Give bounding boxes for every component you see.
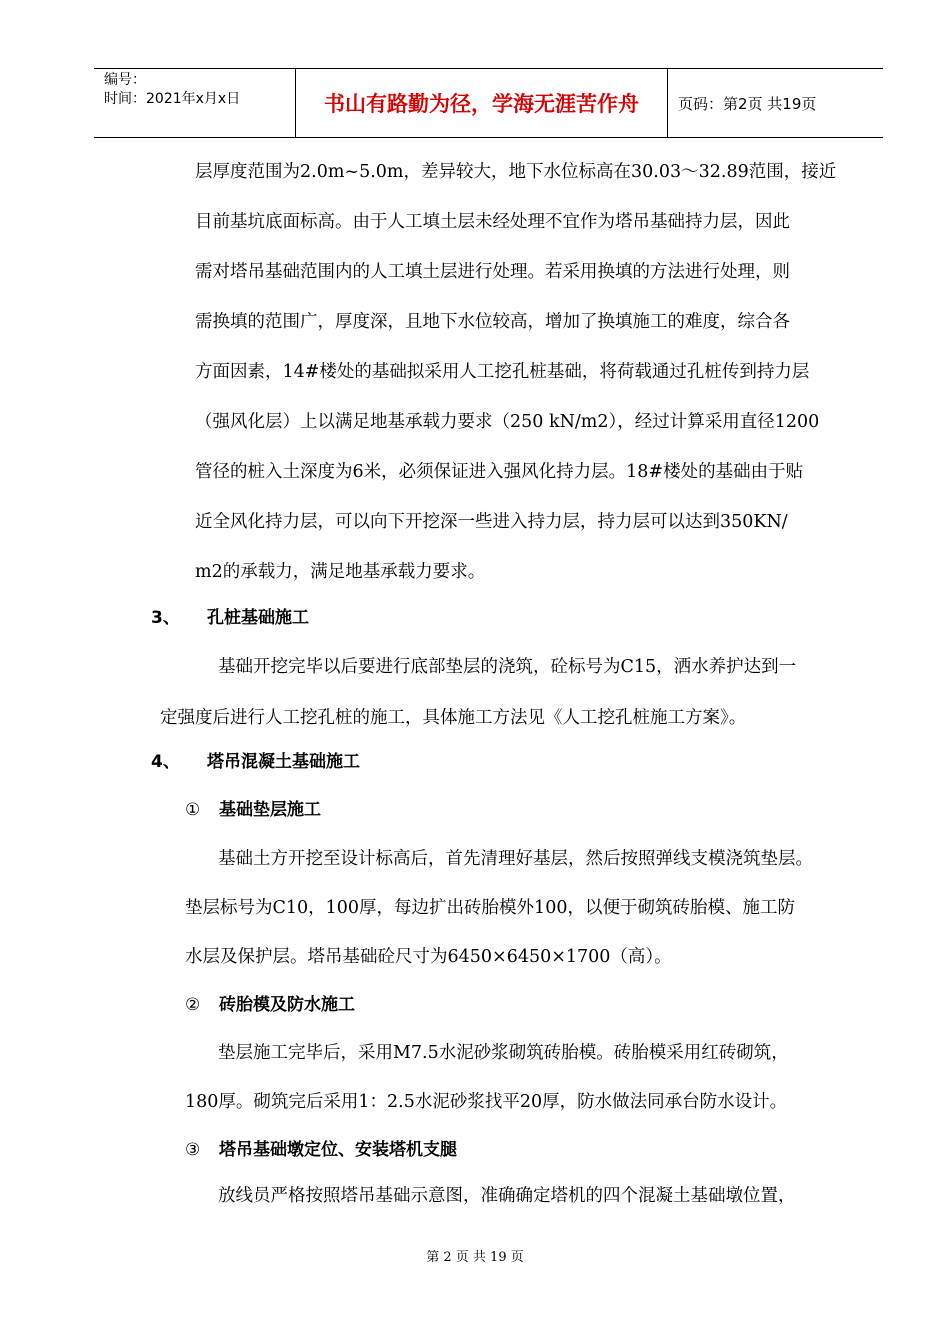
section-heading-4: [151, 750, 360, 774]
paragraph-line: 放线员严格按照塔吊基础示意图，准确确定塔机的四个混凝土基础墩位置，: [218, 1186, 796, 1206]
subsection-heading-3: [185, 1138, 457, 1162]
page-header: [94, 68, 883, 138]
paragraph-line: 定强度后进行人工挖孔桩的施工，具体施工方法见《人工挖孔桩施工方案》。: [160, 708, 747, 728]
paragraph-line: 目前基坑底面标高。由于人工填土层未经处理不宜作为塔吊基础持力层，因此: [195, 212, 790, 232]
code-label: 编号：: [104, 72, 146, 88]
paragraph-line: 方面因素，14#楼处的基础拟采用人工挖孔桩基础，将荷载通过孔桩传到持力层: [195, 362, 810, 382]
paragraph-line: m2的承载力，满足地基承载力要求。: [195, 562, 486, 582]
paragraph-line: 需对塔吊基础范围内的人工填土层进行处理。若采用换填的方法进行处理，则: [195, 262, 790, 282]
paragraph-line: 180厚。砌筑完后采用1：2.5水泥砂浆找平20厚，防水做法同承台防水设计。: [185, 1092, 788, 1112]
paragraph-line: 垫层施工完毕后，采用M7.5水泥砂浆砌筑砖胎模。砖胎模采用红砖砌筑，: [218, 1043, 789, 1063]
page-footer: 第 2 页 共 19 页: [426, 1250, 524, 1265]
subsection-title: 基础垫层施工: [219, 800, 321, 820]
section-heading-3: [151, 606, 309, 630]
paragraph-line: （强风化层）上以满足地基承载力要求（250 kN/m2），经过计算采用直径1200: [195, 412, 820, 432]
header-page-label: 页码：第2页 共19页: [678, 94, 817, 113]
section-number: 3、: [151, 608, 180, 628]
circled-number: ③: [185, 1140, 201, 1160]
circled-number: ①: [185, 800, 201, 820]
section-number: 4、: [151, 752, 180, 772]
subsection-title: 砖胎模及防水施工: [219, 995, 355, 1015]
paragraph-line: 需换填的范围广，厚度深，且地下水位较高，增加了换填施工的难度，综合各: [195, 312, 790, 332]
subsection-title: 塔吊基础墩定位、安装塔机支腿: [219, 1140, 457, 1160]
time-label: 时间：2021年x月x日: [104, 91, 241, 107]
paragraph-line: 基础开挖完毕以后要进行底部垫层的浇筑，砼标号为C15，洒水养护达到一: [218, 657, 797, 677]
circled-number: ②: [185, 995, 201, 1015]
subsection-heading-2: [185, 993, 355, 1017]
section-title: 塔吊混凝土基础施工: [207, 752, 360, 772]
paragraph-line: 管径的桩入土深度为6米，必须保证进入强风化持力层。18#楼处的基础由于贴: [195, 462, 804, 482]
header-motto: 书山有路勤为径，学海无涯苦作舟: [324, 92, 639, 116]
section-title: 孔桩基础施工: [207, 608, 309, 628]
paragraph-line: 层厚度范围为2.0m~5.0m，差异较大，地下水位标高在30.03～32.89范围，接近: [195, 162, 837, 182]
header-divider: [667, 69, 668, 137]
paragraph-line: 近全风化持力层，可以向下开挖深一些进入持力层，持力层可以达到350KN/: [195, 512, 788, 532]
header-meta: [104, 71, 294, 109]
paragraph-line: 水层及保护层。塔吊基础砼尺寸为6450×6450×1700（高）。: [185, 947, 672, 967]
paragraph-line: 垫层标号为C10，100厚，每边扩出砖胎模外100，以便于砌筑砖胎模、施工防: [185, 898, 795, 918]
subsection-heading-1: [185, 798, 321, 822]
paragraph-line: 基础土方开挖至设计标高后，首先清理好基层，然后按照弹线支模浇筑垫层。: [218, 849, 813, 869]
